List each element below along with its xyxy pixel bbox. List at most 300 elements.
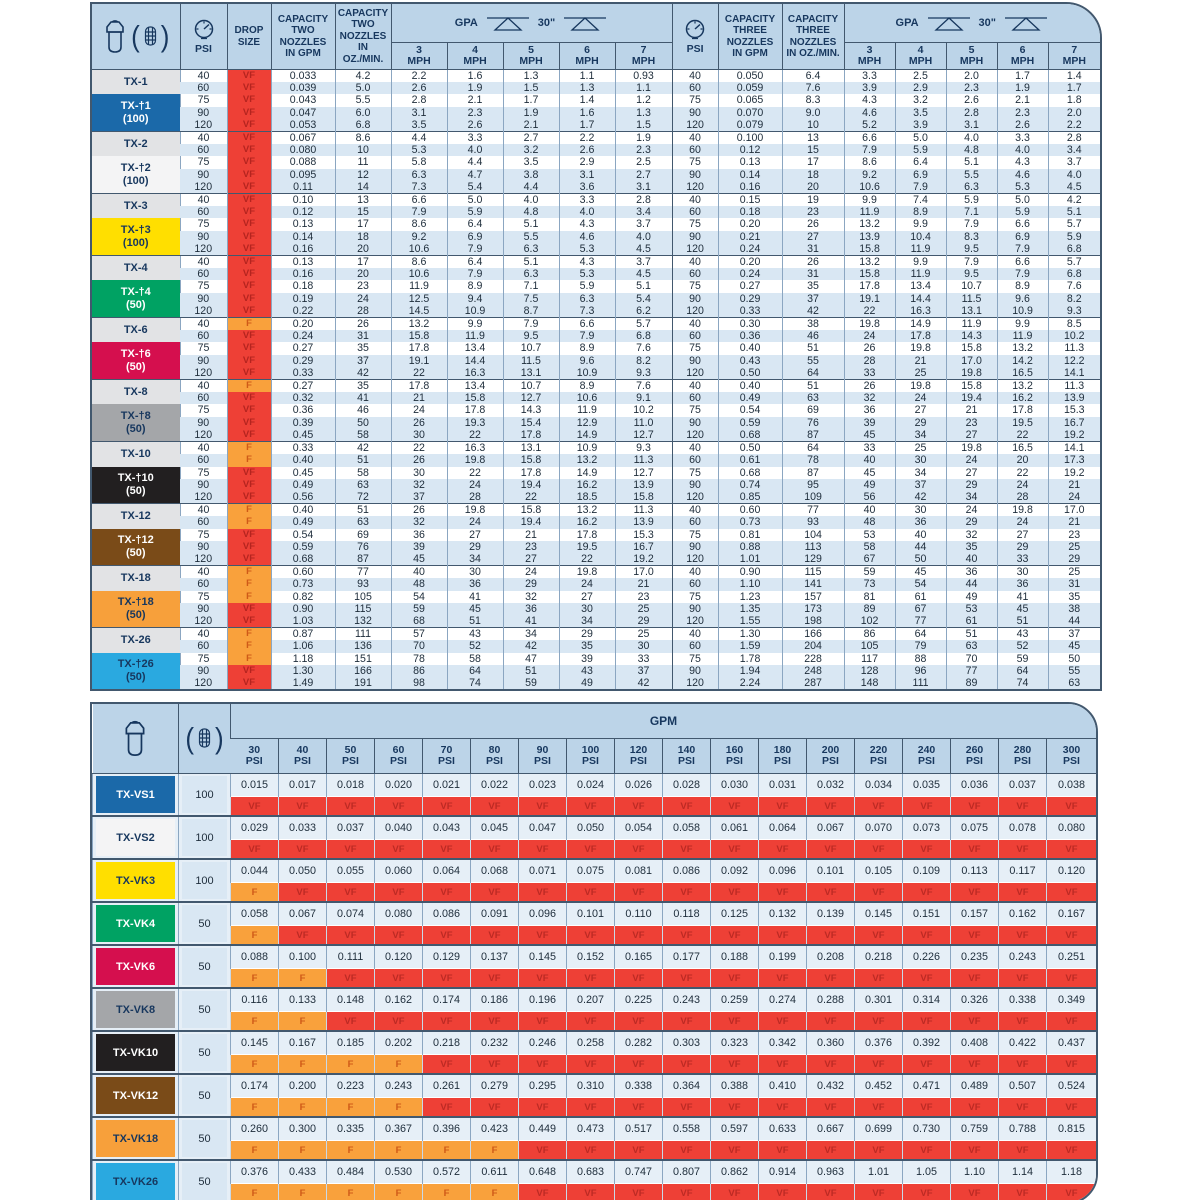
nozzle-name: TX-VS1 — [93, 774, 179, 817]
gpa-two-cell: 16.3 — [447, 442, 503, 455]
drop-size-cell: VF — [227, 677, 271, 689]
oz-two-cell: 51 — [335, 454, 391, 466]
gpa-three-cell: 34 — [946, 491, 997, 504]
drop-size-cell: F — [231, 1184, 279, 1200]
gpm-three-cell: 0.18 — [718, 206, 782, 218]
gpm-cell: 0.075 — [951, 816, 999, 840]
gpm-three-cell: 1.78 — [718, 653, 782, 665]
gpa-three-cell: 3.3 — [844, 70, 895, 83]
gpa-two-cell: 14.9 — [559, 429, 615, 442]
gpm-two-cell: 0.24 — [271, 330, 335, 342]
gpm-cell: 0.338 — [615, 1074, 663, 1098]
two-three-nozzle-table-wrap — [90, 2, 1102, 691]
gpa-two-cell: 4.5 — [615, 243, 672, 256]
oz-three-cell: 95 — [782, 479, 844, 491]
gpm-three-cell: 0.40 — [718, 380, 782, 393]
drop-size-cell: VF — [1047, 840, 1097, 860]
psi-cell: 75 — [180, 94, 227, 106]
psi-cell: 120 — [180, 491, 227, 504]
gpm-cell: 0.517 — [615, 1117, 663, 1141]
gpm-cell: 0.091 — [471, 902, 519, 926]
gpa-three-cell: 28 — [844, 355, 895, 367]
psi-cell: 75 — [180, 342, 227, 354]
gpa-two-cell: 33 — [615, 653, 672, 665]
oz-three-cell: 26 — [782, 218, 844, 230]
gpa-three-cell: 55 — [1048, 665, 1100, 677]
psi-cell: 90 — [672, 107, 718, 119]
gpm-cell: 0.225 — [615, 988, 663, 1012]
nozzle-name: TX-VK6 — [93, 945, 179, 988]
table-row — [92, 256, 1100, 269]
table-row — [93, 859, 1097, 883]
psi-cell: 90 — [672, 355, 718, 367]
gpa-three-cell: 64 — [997, 665, 1048, 677]
gpa-two-cell: 15.8 — [503, 454, 559, 466]
gpa-three-cell: 24 — [1048, 491, 1100, 504]
gpa-two-cell: 4.8 — [503, 206, 559, 218]
drop-size-cell: VF — [227, 553, 271, 566]
gpm-two-cell: 0.49 — [271, 516, 335, 528]
gpa-two-cell: 48 — [391, 578, 447, 590]
gpa-three-cell: 51 — [997, 615, 1048, 628]
gpa-two-cell: 5.4 — [447, 181, 503, 194]
table-row — [92, 243, 1100, 256]
psi-col-header: 30 PSI — [231, 739, 279, 774]
psi-col-header: 60 PSI — [375, 739, 423, 774]
gpa-three-cell: 11.3 — [1048, 342, 1100, 354]
table-row — [92, 392, 1100, 404]
psi-rating-cell: 100 — [179, 774, 231, 817]
gpa-three-cell: 6.6 — [997, 218, 1048, 230]
gpm-cell: 0.043 — [423, 816, 471, 840]
gpa-three-cell: 8.9 — [895, 206, 946, 218]
gpa-two-cell: 4.0 — [615, 231, 672, 243]
gpm-cell: 0.423 — [471, 1117, 519, 1141]
nozzle-tag: TX-†6 (50) — [92, 342, 180, 379]
psi-cell: 60 — [180, 330, 227, 342]
gpm-two-cell: 0.14 — [271, 231, 335, 243]
table-row — [92, 94, 1100, 106]
gpm-three-cell: 0.60 — [718, 504, 782, 517]
gpm-three-cell: 0.16 — [718, 181, 782, 194]
psi-col-header: 220 PSI — [855, 739, 903, 774]
oz-three-cell: 27 — [782, 231, 844, 243]
drop-size-cell: VF — [567, 969, 615, 989]
gpm-three-cell: 0.68 — [718, 429, 782, 442]
gpa-three-cell: 9.9 — [844, 194, 895, 207]
drop-size-cell: VF — [471, 1055, 519, 1075]
gpm-cell: 0.815 — [1047, 1117, 1097, 1141]
gpm-three-cell: 0.50 — [718, 442, 782, 455]
gpa-two-cell: 4.0 — [447, 144, 503, 156]
gpm-two-cell: 0.27 — [271, 342, 335, 354]
gpm-two-cell: 0.29 — [271, 355, 335, 367]
gpm-cell: 0.075 — [567, 859, 615, 883]
psi-cell: 75 — [672, 529, 718, 541]
gpm-by-psi-table — [92, 704, 1096, 1200]
oz-three-cell: 104 — [782, 529, 844, 541]
gpa-three-cell: 40 — [844, 504, 895, 517]
gpm-two-cell: 1.18 — [271, 653, 335, 665]
gpm-cell: 0.507 — [999, 1074, 1047, 1098]
gpa-two-cell: 22 — [559, 553, 615, 566]
gpm-cell: 0.303 — [663, 1031, 711, 1055]
psi-cell: 90 — [672, 293, 718, 305]
gpa-two-cell: 19.8 — [447, 454, 503, 466]
gpa-two-cell: 2.6 — [447, 119, 503, 132]
gpa-three-cell: 2.3 — [997, 107, 1048, 119]
psi-col-header: 40 PSI — [279, 739, 327, 774]
drop-size-cell: F — [227, 653, 271, 665]
psi-cell: 120 — [672, 553, 718, 566]
gpa-two-cell: 3.5 — [391, 119, 447, 132]
gpa-two-cell: 3.8 — [503, 169, 559, 181]
gpa-three-cell: 19.8 — [997, 504, 1048, 517]
drop-size-cell: VF — [663, 797, 711, 817]
psi-cell: 40 — [672, 566, 718, 579]
gpm-cell: 0.200 — [279, 1074, 327, 1098]
oz-two-cell: 17 — [335, 218, 391, 230]
drop-size-cell: VF — [759, 883, 807, 903]
drop-size-cell: VF — [1047, 969, 1097, 989]
drop-size-cell: F — [279, 1184, 327, 1200]
table-row — [92, 541, 1100, 553]
gpa-two-cell: 6.6 — [559, 318, 615, 331]
gpa-three-cell: 24 — [997, 479, 1048, 491]
gpm-cell: 0.070 — [855, 816, 903, 840]
drop-size-cell: VF — [227, 70, 271, 83]
gpa-three-cell: 5.7 — [1048, 256, 1100, 269]
gpm-three-cell: 1.23 — [718, 591, 782, 603]
gpa-two-cell: 4.4 — [391, 132, 447, 145]
gpa-three-cell: 2.6 — [946, 94, 997, 106]
gpa-two-cell: 30 — [391, 429, 447, 442]
gpa-three-cell: 29 — [895, 417, 946, 429]
gpa-three-cell: 3.7 — [1048, 156, 1100, 168]
gpa-two-cell: 6.3 — [503, 243, 559, 256]
gpm-cell: 0.367 — [375, 1117, 423, 1141]
gpm-cell: 0.218 — [423, 1031, 471, 1055]
oz-two-cell: 63 — [335, 479, 391, 491]
gpm-cell: 0.071 — [519, 859, 567, 883]
gpa-two-cell: 59 — [503, 677, 559, 689]
gpm-cell: 0.080 — [375, 902, 423, 926]
gpa-three-cell: 77 — [895, 615, 946, 628]
gpa-two-cell: 32 — [503, 591, 559, 603]
gpa-two-cell: 24 — [447, 479, 503, 491]
gpa-three-cell: 67 — [895, 603, 946, 615]
psi-rating-cell: 50 — [179, 1074, 231, 1117]
drop-size-cell: VF — [807, 883, 855, 903]
gpm-three-cell: 0.85 — [718, 491, 782, 504]
gpa-two-cell: 16.7 — [615, 541, 672, 553]
gpa-two-cell: 6.3 — [503, 268, 559, 280]
table-row — [92, 615, 1100, 628]
nozzle-name: TX-VK10 — [93, 1031, 179, 1074]
gpa-three-cell: 5.9 — [1048, 231, 1100, 243]
gpm-three-cell: 0.24 — [718, 268, 782, 280]
oz-two-cell: 69 — [335, 529, 391, 541]
gpa-three-cell: 89 — [946, 677, 997, 689]
drop-size-cell: VF — [227, 342, 271, 354]
table-row — [92, 280, 1100, 292]
gpm-cell: 0.597 — [711, 1117, 759, 1141]
gpa-two-cell: 3.3 — [447, 132, 503, 145]
nozzle-name: TX-8 — [92, 380, 180, 405]
gpa-two-cell: 17.8 — [503, 429, 559, 442]
oz-three-cell: 113 — [782, 541, 844, 553]
gpa-three-cell: 10.9 — [997, 305, 1048, 318]
drop-size-cell: VF — [711, 969, 759, 989]
gpm-cell: 0.433 — [279, 1160, 327, 1184]
drop-size-cell: VF — [227, 417, 271, 429]
psi-cell: 75 — [180, 529, 227, 541]
drop-size-cell: VF — [951, 840, 999, 860]
gpa-three-cell: 3.5 — [895, 107, 946, 119]
gpa-two-cell: 1.9 — [447, 82, 503, 94]
oz-two-cell: 41 — [335, 392, 391, 404]
oz-two-cell: 4.2 — [335, 70, 391, 83]
oz-three-cell: 115 — [782, 566, 844, 579]
gpa-two-cell: 9.1 — [615, 392, 672, 404]
gpm-cell: 0.031 — [759, 774, 807, 797]
drop-size-cell: F — [279, 1055, 327, 1075]
oz-two-cell: 8.6 — [335, 132, 391, 145]
gpm-cell: 0.050 — [279, 859, 327, 883]
gpa-three-cell: 5.1 — [946, 156, 997, 168]
gpm-cell: 0.963 — [807, 1160, 855, 1184]
table-row — [92, 677, 1100, 689]
gpa-three-cell: 3.9 — [844, 82, 895, 94]
gpa-two-cell: 27 — [503, 553, 559, 566]
gpm-two-cell: 0.053 — [271, 119, 335, 132]
gpm-cell: 0.101 — [807, 859, 855, 883]
gpm-cell: 0.105 — [855, 859, 903, 883]
gpm-three-cell: 0.68 — [718, 467, 782, 479]
gpm-two-cell: 0.33 — [271, 367, 335, 380]
gpa-two-cell: 19.2 — [615, 553, 672, 566]
gpa-three-cell: 86 — [844, 628, 895, 641]
gpm-cell: 0.452 — [855, 1074, 903, 1098]
gpm-cell: 0.633 — [759, 1117, 807, 1141]
gpm-two-cell: 0.60 — [271, 566, 335, 579]
gpa-two-cell: 59 — [391, 603, 447, 615]
gpa-three-cell: 74 — [997, 677, 1048, 689]
gpa-three-cell: 56 — [844, 491, 895, 504]
gpa-three-cell: 15.8 — [844, 268, 895, 280]
drop-size-cell: VF — [615, 1141, 663, 1161]
spray-fan-icon — [1003, 15, 1049, 32]
gpm-cell: 0.196 — [519, 988, 567, 1012]
psi-col-header: 280 PSI — [999, 739, 1047, 774]
gpa-three-cell: 14.3 — [946, 330, 997, 342]
gpm-three-cell: 1.01 — [718, 553, 782, 566]
gpa-three-cell: 16.2 — [997, 392, 1048, 404]
drop-size-cell: VF — [663, 1055, 711, 1075]
gpm-cell: 0.208 — [807, 945, 855, 969]
gpm-three-cell: 0.14 — [718, 169, 782, 181]
gpa-three-cell: 3.3 — [997, 132, 1048, 145]
gpa-two-cell: 21 — [503, 529, 559, 541]
gpm-three-cell: 0.070 — [718, 107, 782, 119]
gpa-three-cell: 30 — [895, 504, 946, 517]
gpa-three-cell: 58 — [844, 541, 895, 553]
oz-three-cell: 31 — [782, 243, 844, 256]
gpa-two-cell: 7.6 — [615, 342, 672, 354]
gpa-two-cell: 5.3 — [559, 243, 615, 256]
gpm-cell: 0.572 — [423, 1160, 471, 1184]
gpm-cell: 0.088 — [231, 945, 279, 969]
gpa-three-cell: 77 — [946, 665, 997, 677]
drop-size-cell: F — [231, 1012, 279, 1032]
gpa-three-cell: 9.3 — [1048, 305, 1100, 318]
gpm-three-cell: 1.94 — [718, 665, 782, 677]
psi-cell: 75 — [672, 404, 718, 416]
nozzle-name: TX-6 — [92, 318, 180, 343]
drop-size-cell: VF — [759, 797, 807, 817]
drop-size-cell: VF — [615, 1184, 663, 1200]
gpa-three-cell: 40 — [895, 529, 946, 541]
oz-two-cell: 166 — [335, 665, 391, 677]
gpa-two-cell: 12.7 — [615, 467, 672, 479]
gpa-two-cell: 12.9 — [559, 417, 615, 429]
psi-cell: 60 — [180, 392, 227, 404]
drop-size-cell: F — [231, 1098, 279, 1118]
psi-cell: 60 — [672, 640, 718, 652]
nozzle-tag: TX-†26 (50) — [92, 653, 180, 690]
psi-cell: 40 — [672, 628, 718, 641]
gpm-cell: 0.036 — [951, 774, 999, 797]
gpa-three-cell: 59 — [844, 566, 895, 579]
gpm-cell: 0.489 — [951, 1074, 999, 1098]
psi-cell: 40 — [672, 194, 718, 207]
gpa-three-cell: 49 — [844, 479, 895, 491]
oz-three-cell: 18 — [782, 169, 844, 181]
drop-size-row — [93, 1141, 1097, 1161]
gpa-three-cell: 30 — [895, 454, 946, 466]
gpa-two-cell: 4.4 — [503, 181, 559, 194]
capacity-two-oz-header: CAPACITY TWO NOZZLES IN OZ./MIN. — [335, 4, 391, 70]
psi-cell: 60 — [672, 82, 718, 94]
gpa-three-cell: 61 — [895, 591, 946, 603]
drop-size-cell: VF — [711, 797, 759, 817]
gpa-two-cell: 11.0 — [615, 417, 672, 429]
gpa-three-cell: 19.5 — [997, 417, 1048, 429]
gpa-two-cell: 5.7 — [615, 318, 672, 331]
psi-cell: 60 — [180, 578, 227, 590]
psi-cell: 60 — [180, 516, 227, 528]
mph-header: 7 MPH — [615, 43, 672, 70]
gpa-two-cell: 2.3 — [615, 144, 672, 156]
gpm-cell: 0.055 — [327, 859, 375, 883]
oz-three-cell: 6.4 — [782, 70, 844, 83]
psi-cell: 60 — [672, 516, 718, 528]
gpm-cell: 0.092 — [711, 859, 759, 883]
gpa-three-cell: 52 — [997, 640, 1048, 652]
capacity-three-gpm-header: CAPACITY THREE NOZZLES IN GPM — [718, 4, 782, 70]
gpa-three-cell: 45 — [844, 467, 895, 479]
drop-size-cell: VF — [1047, 1055, 1097, 1075]
drop-size-cell: VF — [519, 1184, 567, 1200]
gpm-cell: 0.151 — [903, 902, 951, 926]
oz-two-cell: 58 — [335, 429, 391, 442]
gpm-cell: 0.152 — [567, 945, 615, 969]
gpm-three-cell: 1.55 — [718, 615, 782, 628]
table-row — [92, 318, 1100, 331]
gpa-three-cell: 22 — [997, 429, 1048, 442]
gpa-two-cell: 51 — [447, 615, 503, 628]
drop-size-cell: VF — [567, 883, 615, 903]
psi-cell: 120 — [180, 119, 227, 132]
nozzle-name: TX-VK3 — [93, 859, 179, 902]
gpm-cell: 0.162 — [999, 902, 1047, 926]
gpa-two-cell: 10.7 — [503, 342, 559, 354]
drop-size-cell: VF — [855, 1184, 903, 1200]
gpm-cell: 0.408 — [951, 1031, 999, 1055]
drop-size-cell: VF — [227, 181, 271, 194]
psi-cell: 120 — [672, 429, 718, 442]
gpm-cell: 0.396 — [423, 1117, 471, 1141]
gpa-two-cell: 7.9 — [447, 268, 503, 280]
drop-size-cell: VF — [279, 797, 327, 817]
gpa-two-cell: 22 — [447, 467, 503, 479]
drop-size-cell: VF — [999, 1141, 1047, 1161]
gpm-cell: 0.788 — [999, 1117, 1047, 1141]
gpm-cell: 0.862 — [711, 1160, 759, 1184]
gpm-cell: 0.185 — [327, 1031, 375, 1055]
gpa-two-cell: 29 — [503, 578, 559, 590]
gpm-three-cell: 0.73 — [718, 516, 782, 528]
nozzle-name: TX-VK18 — [93, 1117, 179, 1160]
gpa-two-cell: 32 — [391, 479, 447, 491]
gpa-three-cell: 5.5 — [946, 169, 997, 181]
gpa-three-cell: 32 — [844, 392, 895, 404]
psi-cell: 40 — [672, 318, 718, 331]
drop-size-cell: VF — [663, 883, 711, 903]
gpm-cell: 0.118 — [663, 902, 711, 926]
gpa-three-cell: 17.0 — [1048, 504, 1100, 517]
gpa-two-cell: 29 — [447, 541, 503, 553]
gpa-two-cell: 10.7 — [503, 380, 559, 393]
drop-size-cell: VF — [471, 969, 519, 989]
gpm-cell: 0.038 — [1047, 774, 1097, 797]
table-row — [92, 119, 1100, 132]
gpa-three-cell: 27 — [946, 467, 997, 479]
gpm-two-cell: 0.90 — [271, 603, 335, 615]
gpa-two-cell: 3.7 — [615, 256, 672, 269]
drop-size-cell: VF — [227, 156, 271, 168]
drop-size-cell: VF — [567, 1141, 615, 1161]
gpm-three-cell: 0.88 — [718, 541, 782, 553]
drop-size-cell: VF — [951, 797, 999, 817]
gpm-cell: 0.067 — [807, 816, 855, 840]
gpm-cell: 0.054 — [615, 816, 663, 840]
oz-two-cell: 10 — [335, 144, 391, 156]
drop-size-cell: VF — [227, 268, 271, 280]
psi-cell: 75 — [180, 591, 227, 603]
drop-size-cell: F — [227, 566, 271, 579]
drop-size-cell: VF — [519, 1141, 567, 1161]
gpm-three-cell: 0.90 — [718, 566, 782, 579]
psi-cell: 90 — [180, 479, 227, 491]
gpm-cell: 0.300 — [279, 1117, 327, 1141]
gpa-three-cell: 2.2 — [1048, 119, 1100, 132]
drop-size-cell: VF — [471, 883, 519, 903]
drop-size-cell: VF — [1047, 1141, 1097, 1161]
gpa-three-cell: 21 — [895, 355, 946, 367]
mph-header: 4 MPH — [895, 43, 946, 70]
drop-size-cell: F — [227, 578, 271, 590]
